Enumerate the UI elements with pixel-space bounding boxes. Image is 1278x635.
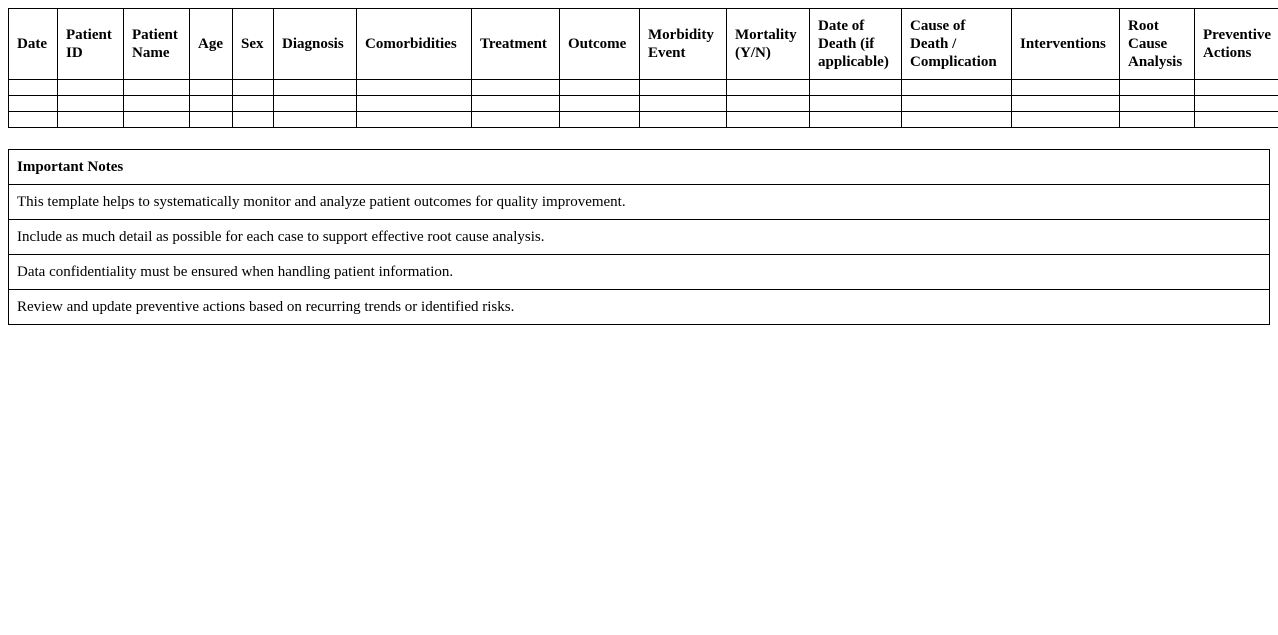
table-cell[interactable] xyxy=(58,96,124,112)
table-cell[interactable] xyxy=(233,96,274,112)
header-morbidity-event: Morbidity Event xyxy=(640,9,727,80)
note-row xyxy=(9,290,1270,325)
table-cell[interactable] xyxy=(9,112,58,128)
note-row xyxy=(9,255,1270,290)
table-cell[interactable] xyxy=(1195,80,1278,96)
table-cell[interactable] xyxy=(124,112,190,128)
table-cell[interactable] xyxy=(274,96,357,112)
header-preventive-actions: Preventive Actions xyxy=(1195,9,1278,80)
header-patient-id: Patient ID xyxy=(58,9,124,80)
table-cell[interactable] xyxy=(357,112,472,128)
note-text: This template helps to systematically monitor and analyze patient outcomes for quality improvement. xyxy=(9,185,1270,220)
table-cell[interactable] xyxy=(1012,80,1120,96)
table-cell[interactable] xyxy=(727,96,810,112)
header-treatment: Treatment xyxy=(472,9,560,80)
table-cell[interactable] xyxy=(472,112,560,128)
table-row xyxy=(9,80,1278,96)
header-date: Date xyxy=(9,9,58,80)
table-cell[interactable] xyxy=(560,96,640,112)
table-cell[interactable] xyxy=(9,80,58,96)
header-diagnosis: Diagnosis xyxy=(274,9,357,80)
header-root-cause-analysis: Root Cause Analysis xyxy=(1120,9,1195,80)
table-cell[interactable] xyxy=(190,112,233,128)
table-cell[interactable] xyxy=(472,80,560,96)
note-row xyxy=(9,220,1270,255)
header-date-of-death: Date of Death (if applicable) xyxy=(810,9,902,80)
note-text: Review and update preventive actions based on recurring trends or identified risks. xyxy=(9,290,1270,325)
notes-title: Important Notes xyxy=(9,150,1270,185)
table-cell[interactable] xyxy=(810,80,902,96)
header-sex: Sex xyxy=(233,9,274,80)
table-cell[interactable] xyxy=(640,80,727,96)
important-notes-table xyxy=(8,149,1270,325)
table-cell[interactable] xyxy=(1012,96,1120,112)
note-row xyxy=(9,185,1270,220)
table-cell[interactable] xyxy=(274,112,357,128)
header-outcome: Outcome xyxy=(560,9,640,80)
table-cell[interactable] xyxy=(233,112,274,128)
table-cell[interactable] xyxy=(902,96,1012,112)
table-cell[interactable] xyxy=(902,80,1012,96)
table-cell[interactable] xyxy=(274,80,357,96)
notes-title-row xyxy=(9,150,1270,185)
table-cell[interactable] xyxy=(124,96,190,112)
table-cell[interactable] xyxy=(357,96,472,112)
table-cell[interactable] xyxy=(810,96,902,112)
header-interventions: Interventions xyxy=(1012,9,1120,80)
header-mortality: Mortality (Y/N) xyxy=(727,9,810,80)
table-cell[interactable] xyxy=(58,112,124,128)
table-body xyxy=(9,80,1278,128)
note-text: Include as much detail as possible for each case to support effective root cause analysis. xyxy=(9,220,1270,255)
table-cell[interactable] xyxy=(1120,96,1195,112)
table-row xyxy=(9,112,1278,128)
table-cell[interactable] xyxy=(1120,112,1195,128)
table-cell[interactable] xyxy=(472,96,560,112)
table-cell[interactable] xyxy=(357,80,472,96)
table-cell[interactable] xyxy=(727,80,810,96)
table-cell[interactable] xyxy=(1120,80,1195,96)
header-cause-of-death: Cause of Death / Complication xyxy=(902,9,1012,80)
header-comorbidities: Comorbidities xyxy=(357,9,472,80)
table-cell[interactable] xyxy=(1195,112,1278,128)
note-text: Data confidentiality must be ensured when handling patient information. xyxy=(9,255,1270,290)
table-cell[interactable] xyxy=(727,112,810,128)
table-cell[interactable] xyxy=(902,112,1012,128)
table-cell[interactable] xyxy=(233,80,274,96)
table-cell[interactable] xyxy=(1012,112,1120,128)
table-cell[interactable] xyxy=(810,112,902,128)
table-cell[interactable] xyxy=(560,112,640,128)
table-cell[interactable] xyxy=(58,80,124,96)
table-cell[interactable] xyxy=(560,80,640,96)
table-cell[interactable] xyxy=(190,96,233,112)
table-header-row xyxy=(9,9,1278,80)
table-cell[interactable] xyxy=(640,112,727,128)
morbidity-mortality-table xyxy=(8,8,1278,128)
header-patient-name: Patient Name xyxy=(124,9,190,80)
header-age: Age xyxy=(190,9,233,80)
table-cell[interactable] xyxy=(190,80,233,96)
table-cell[interactable] xyxy=(1195,96,1278,112)
table-cell[interactable] xyxy=(124,80,190,96)
table-cell[interactable] xyxy=(9,96,58,112)
table-cell[interactable] xyxy=(640,96,727,112)
table-row xyxy=(9,96,1278,112)
